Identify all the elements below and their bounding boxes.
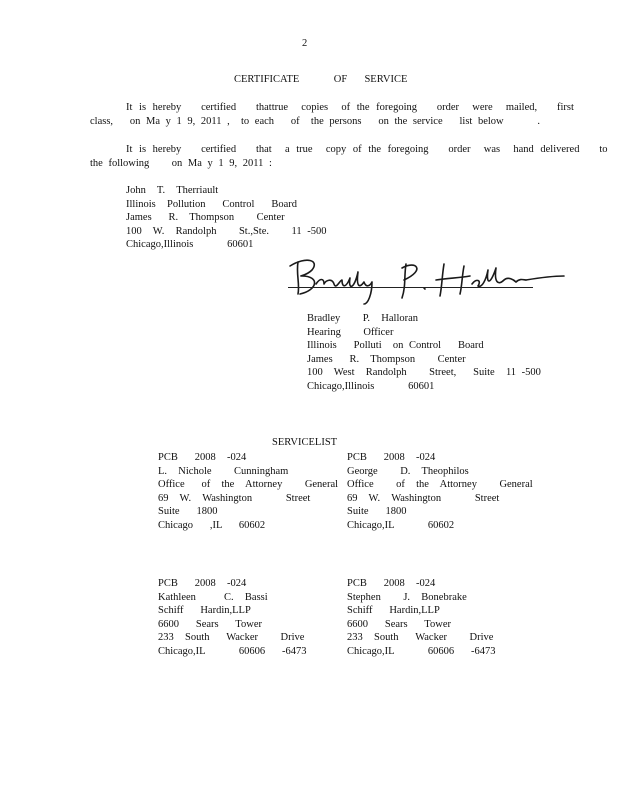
entry-line: Schiff Hardin,LLP	[158, 605, 251, 617]
certificate-title: CERTIFICATE OF SERVICE	[234, 74, 408, 85]
entry-line: Chicago,IL 60606 -6473	[158, 645, 307, 657]
entry-line: 6600 Sears Tower	[158, 618, 262, 630]
entry-line: 69 W. Washington Street	[158, 492, 311, 504]
entry-line: Kathleen C. Bassi	[158, 591, 268, 603]
service-list-entry	[158, 577, 307, 659]
address-line: James R. Thompson Center	[126, 212, 285, 224]
service-list-entry	[158, 451, 338, 533]
entry-line: Suite 1800	[158, 506, 218, 518]
signer-line: Hearing Officer	[307, 326, 394, 338]
entry-line: PCB 2008 -024	[347, 452, 436, 463]
delivery-paragraph-line-2: the following on Ma y 1 9, 2011 :	[90, 158, 272, 169]
entry-line: Stephen J. Bonebrake	[347, 591, 467, 603]
entry-line: PCB 2008 -024	[158, 452, 247, 463]
service-list-entry	[347, 451, 533, 533]
hearing-officer-block	[307, 312, 541, 394]
signer-line: James R. Thompson Center	[307, 353, 466, 365]
handwritten-signature	[276, 250, 566, 306]
entry-line: Chicago,IL 60602	[347, 519, 455, 531]
signer-line: 100 West Randolph Street, Suite 11 -500	[307, 367, 541, 379]
entry-line: 69 W. Washington Street	[347, 492, 500, 504]
address-line: Illinois Pollution Control Board	[126, 198, 298, 210]
entry-line: Schiff Hardin,LLP	[347, 605, 440, 617]
entry-line: Suite 1800	[347, 506, 407, 518]
signer-line: Bradley P. Halloran	[307, 313, 419, 324]
entry-line: George D. Theophilos	[347, 465, 469, 477]
address-line: John T. Therriault	[126, 185, 219, 196]
signature-line	[288, 287, 533, 288]
address-line: Chicago,Illinois 60601	[126, 239, 254, 251]
entry-line: PCB 2008 -024	[158, 578, 247, 589]
entry-line: 233 South Wacker Drive	[158, 632, 305, 644]
mailing-paragraph-line-1: It is hereby certified thattrue copies of the foregoing order were mailed, first	[126, 102, 574, 113]
service-list-title: SERVICELIST	[272, 437, 338, 448]
page-number: 2	[302, 38, 308, 49]
entry-line: Office of the Attorney General	[158, 479, 339, 491]
entry-line: 6600 Sears Tower	[347, 618, 451, 630]
signer-line: Illinois Polluti on Control Board	[307, 340, 484, 352]
entry-line: Chicago ,IL 60602	[158, 519, 266, 531]
entry-line: 233 South Wacker Drive	[347, 632, 494, 644]
signer-line: Chicago,Illinois 60601	[307, 380, 435, 392]
entry-line: L. Nichole Cunningham	[158, 465, 289, 477]
mailing-paragraph-line-2: class, on Ma y 1 9, 2011 , to each of the persons on the service list below .	[90, 116, 541, 127]
service-list-entry	[347, 577, 496, 659]
entry-line: Chicago,IL 60606 -6473	[347, 645, 496, 657]
entry-line: Office of the Attorney General	[347, 479, 533, 491]
entry-line: PCB 2008 -024	[347, 578, 436, 589]
recipient-address	[126, 184, 327, 252]
address-line: 100 W. Randolph St.,Ste. 11 -500	[126, 225, 327, 237]
delivery-paragraph-line-1: It is hereby certified that a true copy of the foregoing order was hand delivered to	[126, 144, 608, 155]
